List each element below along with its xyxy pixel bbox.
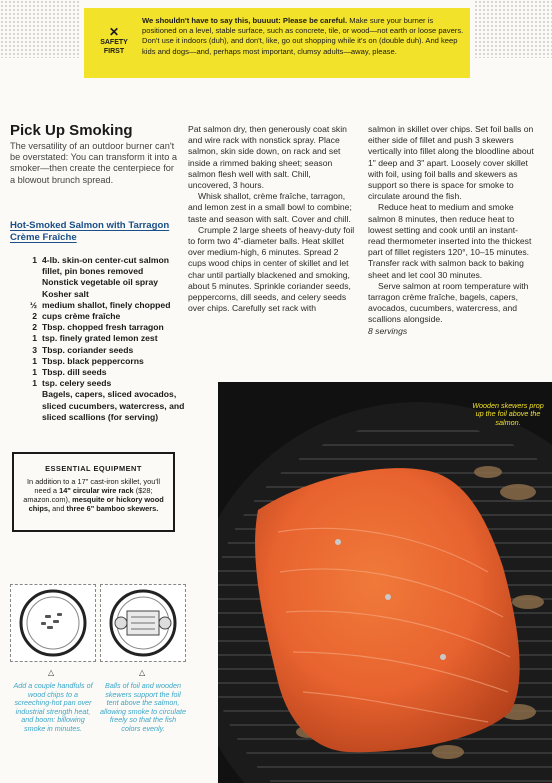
safety-lead: We shouldn't have to say this, buuuut: Please be careful. <box>142 16 348 25</box>
ingredient-qty: 2 <box>32 311 37 322</box>
ingredient-item <box>10 322 188 333</box>
ingredient-name: Tbsp. black peppercorns <box>42 355 144 366</box>
ingredient-item <box>10 378 188 389</box>
servings: 8 servings <box>368 325 408 336</box>
safety-box <box>84 8 470 78</box>
triangle-icon: △ <box>139 668 146 677</box>
ingredient-qty: 1 <box>32 255 37 265</box>
equipment-text <box>20 477 167 513</box>
ingredient-name: tsp. celery seeds <box>42 378 112 389</box>
safety-text <box>142 16 464 57</box>
equipment-text-2: ($28; amazon.com), <box>23 486 153 504</box>
ingredient-qty: 3 <box>32 344 37 355</box>
recipe-title: Hot-Smoked Salmon with Tarragon Crème Fraîche <box>10 220 170 243</box>
ingredient-list <box>10 255 188 423</box>
ingredient-qty: 1 <box>32 367 37 378</box>
ingredient-item <box>10 333 188 344</box>
ingredient-name: cups crème fraîche <box>42 311 121 322</box>
equipment-item-rack: 14" circular wire rack <box>59 486 134 495</box>
step-paragraph: Reduce heat to medium and smoke salmon 8 minutes, then reduce heat to lowest setting and cook until an instant-read thermometer inserted into the thickest part of fillet registers 120°, 10–15 minutes. Transfer rack with salmon back to baking sheet and let cool 30 minutes. <box>368 202 532 280</box>
safety-badge-label: SAFETY <box>100 39 128 46</box>
ingredient-item <box>10 367 188 378</box>
skillet-wood-chips-illustration <box>11 585 95 661</box>
ingredient-name: Kosher salt <box>42 288 89 299</box>
triangle-icon: △ <box>48 668 55 677</box>
step-paragraph: Serve salmon at room temperature with tarragon crème fraîche, bagels, capers, avocados, cucumbers, watercress, and scallions alongside. <box>368 280 529 325</box>
salmon-photo-illustration <box>218 382 552 783</box>
dotted-pattern-right <box>474 0 552 58</box>
ingredient-qty <box>10 277 42 288</box>
ingredient-item <box>10 277 188 288</box>
ingredient-qty <box>10 289 42 300</box>
step-paragraph: Whisk shallot, crème fraîche, tarragon, and lemon zest in a small bowl to combine; taste and season with salt. Cover and chill. <box>188 191 352 224</box>
equipment-box <box>12 452 175 532</box>
step-paragraph: Crumple 2 large sheets of heavy-duty foil to form two 4"-diameter balls. Heat skillet over medium-high, 6 minutes. Spread 2 cups wood chips in center of skillet and let char until partially blackened and smoking, about 5 minutes. Sprinkle coriander seeds, peppercorns, dill seeds, and celery seeds over chips. Carefully set rack with <box>188 224 355 314</box>
diagram-foil-tent <box>100 584 186 662</box>
ingredient-qty: 1 <box>32 378 37 389</box>
equipment-heading: ESSENTIAL EQUIPMENT <box>45 464 142 473</box>
safety-badge <box>94 26 134 56</box>
ingredient-item <box>10 345 188 356</box>
safety-body: Make sure your burner is positioned on a level, stable surface, such as concrete, tile, or wood—not earth or loose pavers. Don't use it indoors (duh), and don't, like, go out shopping while it's on (double duh). And keep kids and dogs—and, perhaps most important, clumsy adults—away, please. <box>142 16 464 56</box>
steps-column-2 <box>368 124 535 337</box>
ingredient-qty: 1 <box>32 355 37 366</box>
step-paragraph: Pat salmon dry, then generously coat skin and wire rack with nonstick spray. Place salmon, skin side down, on rack and set inside a rimmed baking sheet; season salmon flesh well with salt. Chill, uncovered, 3 hours. <box>188 124 347 191</box>
diagram-caption: Balls of foil and wooden skewers support the foil tent above the salmon, allowing smoke to circulate freely so that the fish colors evenly. <box>100 681 186 733</box>
skillet-foil-tent-illustration <box>101 585 185 661</box>
ingredient-qty: ½ <box>29 299 37 310</box>
diagram-wood-chips <box>10 584 96 662</box>
ingredient-name: Tbsp. chopped fresh tarragon <box>42 322 164 333</box>
safety-badge-label-2: FIRST <box>103 48 125 55</box>
ingredient-item <box>10 311 188 322</box>
ingredient-item <box>10 300 188 311</box>
photo-caption: Wooden skewers prop up the foil above the salmon. <box>472 401 544 427</box>
equipment-text-3: and <box>52 504 65 513</box>
step-paragraph: salmon in skillet over chips. Set foil balls on either side of fillet and push 3 skewers vertically into fillet along the bloodline about 1" deep and 3" apart. Loosely cover skillet with foil, using foil balls and skewers as support so there is space for smoke to circulate around the fish. <box>368 124 534 202</box>
ingredient-item <box>10 389 188 423</box>
dotted-pattern-left <box>0 0 80 58</box>
equipment-item-chips: mesquite or hickory wood chips, <box>28 495 164 513</box>
equipment-text-1: In addition to a 17" cast-iron skillet, you'll need a <box>26 477 161 495</box>
ingredient-item <box>10 356 188 367</box>
section-title: Pick Up Smoking <box>10 122 133 139</box>
ingredient-name: 4-lb. skin-on center-cut salmon fillet, pin bones removed <box>42 255 170 277</box>
ingredient-item <box>10 289 188 300</box>
x-icon: ✕ <box>108 25 120 39</box>
ingredient-name: Tbsp. dill seeds <box>42 367 107 378</box>
ingredient-name: Tbsp. coriander seeds <box>42 344 134 355</box>
equipment-item-skewers: three 6" bamboo skewers. <box>66 504 159 513</box>
intro-text: The versatility of an outdoor burner can't be overstated: You can transform it into a smoker—then create the centerpiece for a blowout brunch spread. <box>10 141 178 185</box>
ingredient-name: tsp. finely grated lemon zest <box>42 333 158 344</box>
ingredient-item <box>10 255 188 277</box>
ingredient-qty: 1 <box>32 333 37 344</box>
ingredient-name: medium shallot, finely chopped <box>42 299 171 310</box>
ingredient-qty <box>10 389 42 423</box>
ingredient-name: Bagels, capers, sliced avocados, sliced cucumbers, watercress, and sliced scallions (for serving) <box>42 389 185 422</box>
salmon-photo <box>218 382 552 783</box>
ingredient-qty: 2 <box>32 322 37 333</box>
diagram-caption: Add a couple handfuls of wood chips to a screeching-hot pan over industrial strength heat, and boom: billowing smoke in minutes. <box>13 681 93 733</box>
ingredient-name: Nonstick vegetable oil spray <box>42 277 159 288</box>
steps-column-1 <box>188 124 355 314</box>
